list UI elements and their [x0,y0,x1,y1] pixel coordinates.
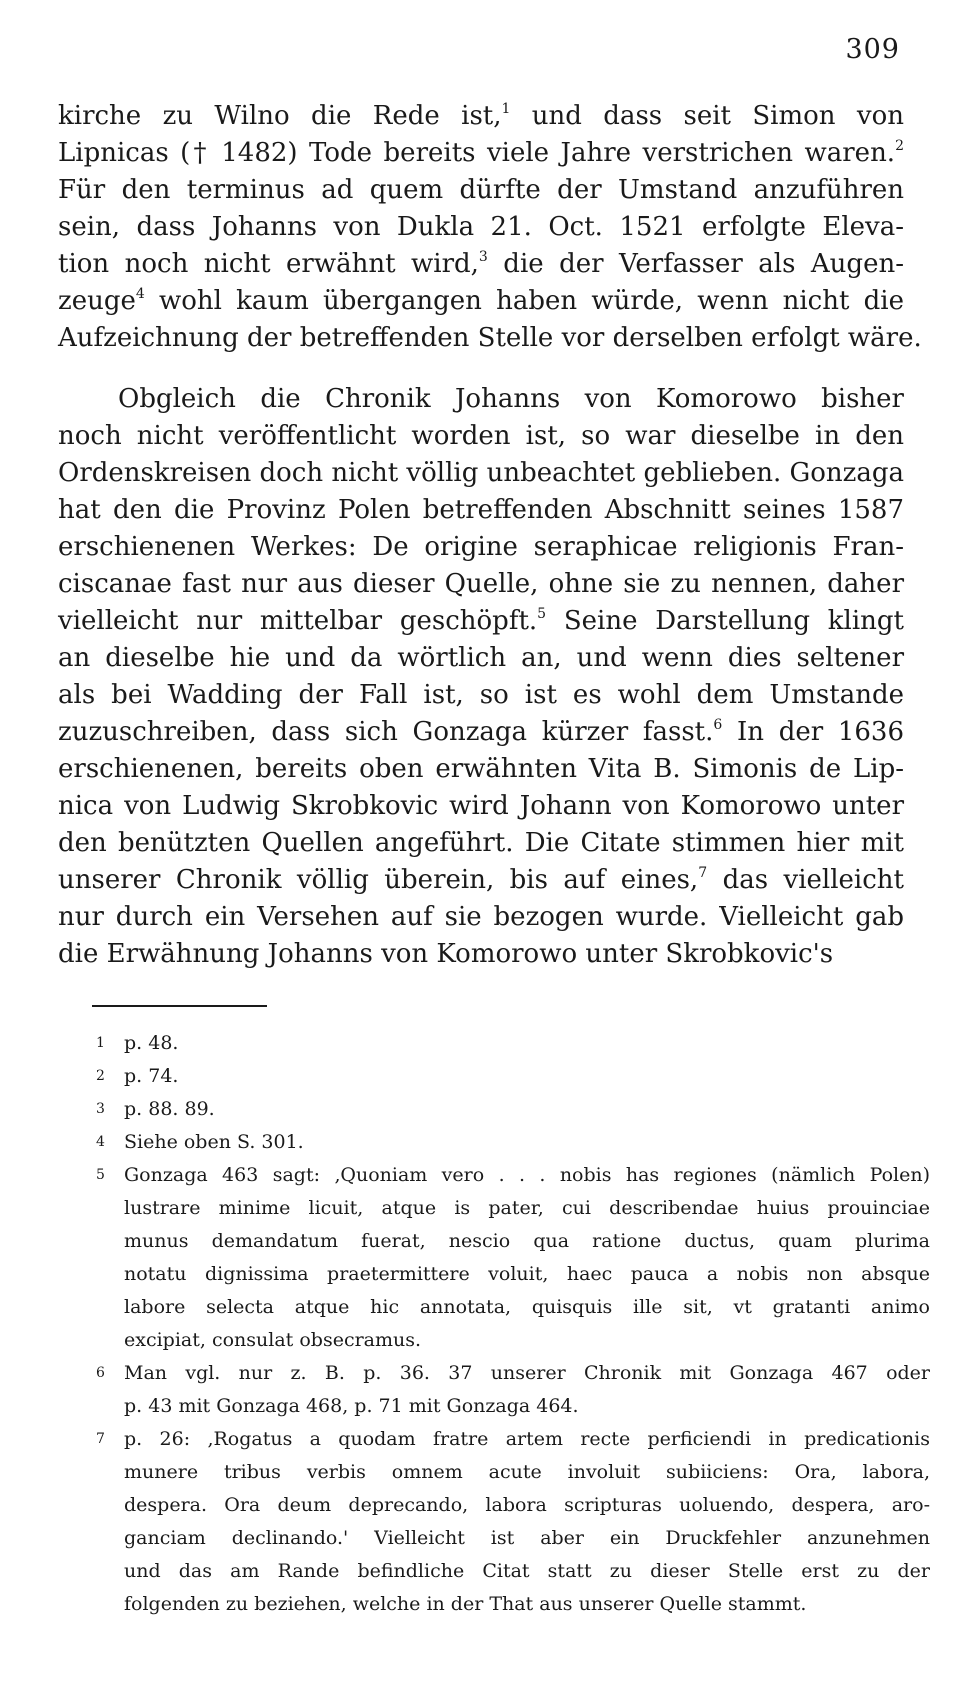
footnote-line: despera. Ora deum deprecando, labora scripturas uoluendo, despera, aro- [124,1494,930,1516]
footnote-line: p. 43 mit Gonzaga 468, p. 71 mit Gonzaga 464. [124,1395,579,1417]
footnote-line: folgenden zu beziehen, welche in der That aus unserer Quelle stammt. [124,1593,807,1615]
text-line [58,788,904,825]
footnote-reference: 4 [135,286,145,302]
line-text: ciscanae fast nur aus dieser Quelle, ohne sie zu nennen, daher [58,569,904,599]
footnote-body [124,1060,930,1093]
text-line [58,862,904,899]
footnote-line: excipiat, consulat obsecramus. [124,1329,422,1351]
footnote-line: p. 26: ‚Rogatus a quodam fratre artem recte perficiendi in predicationis [124,1428,930,1450]
line-text: nica von Ludwig Skrobkovic wird Johann von Komorowo unter [58,791,904,821]
footnote-line: und das am Rande befindliche Citat statt zu dieser Stelle erst zu der [124,1560,930,1582]
line-text: Ordenskreisen doch nicht völlig unbeachtet geblieben. Gonzaga [58,458,905,488]
line-text: an dieselbe hie und da wörtlich an, und wenn dies seltener [58,643,904,673]
line-text: als bei Wadding der Fall ist, so ist es wohl dem Umstande [58,680,904,710]
line-text: die Erwähnung Johanns von Komorowo unter Skrobkovic's [58,939,834,969]
footnote-number: 6 [96,1365,105,1381]
footnote-line: Siehe oben S. 301. [124,1131,304,1153]
text-line [58,751,904,788]
footnote-body [124,1093,930,1126]
text-line [58,172,904,209]
line-text-rest: Seine Darstellung klingt [546,606,904,636]
footnote [96,1126,930,1159]
text-line [58,135,904,172]
text-line [58,320,922,357]
text-line [58,603,904,640]
line-text-rest: In der 1636 [722,717,904,747]
line-text: Lipnicas († 1482) Tode bereits viele Jahre verstrichen waren. [58,138,896,168]
paragraph-gap [58,357,904,381]
footnote-reference: 7 [698,865,708,881]
footnote [96,1093,930,1126]
footnote-reference: 2 [895,138,904,154]
footnote-line: notatu dignissima praetermittere voluit, haec pauca a nobis non absque [124,1263,930,1285]
paragraph [58,381,904,973]
footnote-reference: 5 [537,606,547,622]
line-text: Obgleich die Chronik Johanns von Komorowo bisher [118,384,904,414]
line-text: nur durch ein Versehen auf sie bezogen wurde. Vielleicht gab [58,902,904,932]
footnote-body [124,1357,930,1423]
text-line [58,825,904,862]
footnote-line: Gonzaga 463 sagt: ‚Quoniam vero . . . nobis has regiones (nämlich Polen) [124,1164,930,1186]
text-line [58,246,904,283]
text-line [58,209,904,246]
text-line [58,418,904,455]
footnote-line: munus demandatum fuerat, nescio qua ratione ductus, quam plurima [124,1230,930,1252]
footnote-reference: 3 [478,249,488,265]
footnote [96,1423,930,1621]
footnote-reference: 1 [501,101,511,117]
text-line [58,566,904,603]
footnote [96,1159,930,1357]
footnote-number: 4 [96,1134,105,1150]
line-text-rest: die der Verfasser als Augen- [487,249,904,279]
footnotes [96,1027,930,1621]
line-text: zeuge [58,286,136,316]
footnote-line: p. 74. [124,1065,179,1087]
text-line [58,455,904,492]
text-line [58,640,904,677]
line-text: unserer Chronik völlig überein, bis auf eines, [58,865,699,895]
footnote-line: ganciam declinando.' Vielleicht ist aber ein Druckfehler anzunehmen [124,1527,930,1549]
footnote-line: labore selecta atque hic annotata, quisquis ille sit, vt gratanti animo [124,1296,930,1318]
footnote-line: munere tribus verbis omnem acute involuit subiiciens: Ora, labora, [124,1461,930,1483]
text-line [58,492,904,529]
line-text: erschienenen Werkes: De origine seraphicae religionis Fran- [58,532,904,562]
body-text [58,98,922,973]
text-line [58,677,904,714]
footnote-reference: 6 [713,717,723,733]
line-text: noch nicht veröffentlicht worden ist, so war dieselbe in den [58,421,904,451]
line-text: kirche zu Wilno die Rede ist, [58,101,502,131]
text-line [58,899,904,936]
footnote [96,1060,930,1093]
footnote-separator [92,1005,267,1007]
line-text: vielleicht nur mittelbar geschöpft. [58,606,538,636]
line-text-rest: wohl kaum übergangen haben würde, wenn nicht die [144,286,904,316]
text-line [58,98,904,135]
line-text: Für den terminus ad quem dürfte der Umstand anzuführen [58,175,904,205]
footnote-line: lustrare minime licuit, atque is pater, cui describendae huius prouinciae [124,1197,930,1219]
text-line [58,283,904,320]
line-text: erschienenen, bereits oben erwähnten Vita B. Simonis de Lip- [58,754,904,784]
line-text: hat den die Provinz Polen betreffenden Abschnitt seines 1587 [58,495,904,525]
line-text: tion noch nicht erwähnt wird, [58,249,479,279]
line-text: den benützten Quellen angeführt. Die Citate stimmen hier mit [58,828,904,858]
line-text-rest: und dass seit Simon von [510,101,904,131]
footnote [96,1027,930,1060]
text-line [58,714,904,751]
footnote [96,1357,930,1423]
text-line [58,529,904,566]
paragraph [58,98,922,357]
line-text-rest: das vielleicht [707,865,904,895]
footnote-number: 5 [96,1167,105,1183]
page-number: 309 [845,34,900,65]
footnote-line: Man vgl. nur z. B. p. 36. 37 unserer Chronik mit Gonzaga 467 oder [124,1362,930,1384]
footnote-number: 1 [96,1035,105,1051]
line-text: sein, dass Johanns von Dukla 21. Oct. 1521 erfolgte Eleva- [58,212,904,242]
line-text: zuzuschreiben, dass sich Gonzaga kürzer fasst. [58,717,714,747]
footnote-number: 7 [96,1431,105,1447]
footnote-line: p. 88. 89. [124,1098,215,1120]
footnote-line: p. 48. [124,1032,179,1054]
footnote-body [124,1423,930,1621]
text-line [58,936,904,973]
footnote-body [124,1159,930,1357]
footnote-number: 3 [96,1101,105,1117]
footnote-body [124,1126,930,1159]
text-line [58,381,904,418]
footnote-body [124,1027,930,1060]
footnote-number: 2 [96,1068,105,1084]
line-text: Aufzeichnung der betreffenden Stelle vor derselben erfolgt wäre. [58,323,922,353]
